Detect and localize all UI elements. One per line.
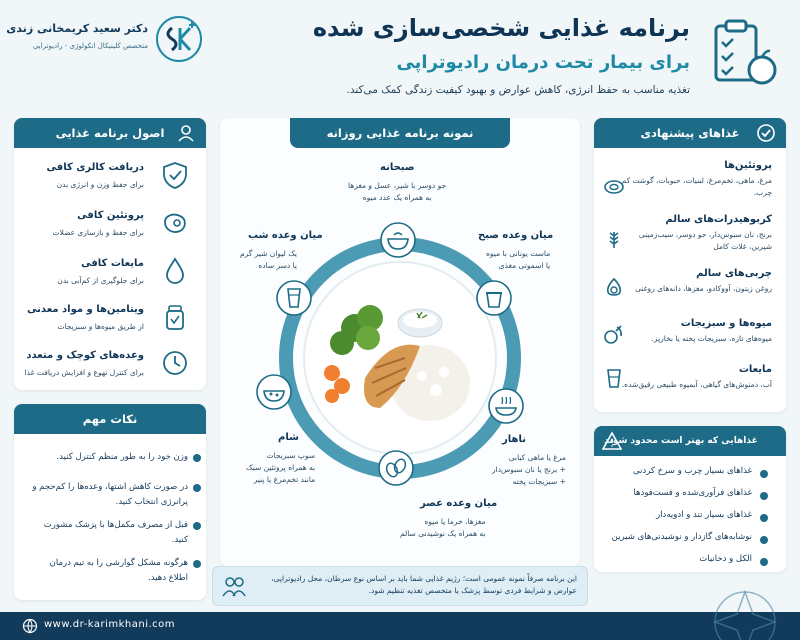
bullet-icon (760, 492, 768, 500)
limited-foods-panel (594, 426, 786, 572)
protein-icon (602, 174, 626, 198)
website-link[interactable]: www.dr-karimkhani.com (44, 619, 176, 630)
clock-cycle-icon (160, 348, 190, 378)
meal-title: شام (278, 432, 299, 443)
soup-bowl-icon (256, 374, 292, 410)
logo-name: دکتر سعید کریمخانی زندی (6, 22, 148, 35)
important-tips-title: نکات مهم (82, 412, 138, 426)
clipboard-apple-icon (710, 18, 780, 88)
important-tips-panel (14, 404, 206, 600)
warning-icon (602, 431, 622, 451)
tip-text: وزن خود را به طور منظم کنترل کنید. (56, 452, 188, 462)
logo-subtitle: متخصص کلینیکال انکولوژی - رادیوتراپی (32, 42, 148, 50)
glass-icon (602, 366, 626, 390)
meal-desc-line: به همراه یک نوشیدنی سالم (400, 529, 486, 538)
fruit-veg-icon (602, 322, 626, 346)
milk-glass-icon (276, 280, 312, 316)
logo (6, 14, 208, 64)
tip-text: در صورت کاهش اشتها، وعده‌ها را کم‌حجم و پرانرژی انتخاب کنید. (32, 482, 188, 508)
recommended-item-title: مایعات (738, 364, 772, 375)
recommended-item (614, 268, 772, 295)
meal-desc-line: سوپ سبزیجات (266, 451, 316, 460)
recommended-item (614, 364, 772, 391)
meal-desc-line: جو دوسر با شیر، عسل و مغزها (348, 181, 447, 190)
recommended-item-title: کربوهیدرات‌های سالم (665, 214, 772, 225)
tip-text: هرگونه مشکل گوارشی را به تیم درمان اطلاع دهید. (49, 558, 188, 584)
recommended-foods-header (594, 118, 786, 148)
meal-desc-line: یا دسر ساده (258, 261, 298, 270)
meal-desc-line: به همراه پروتئین سبک (246, 463, 316, 472)
healthy-plate-icon (310, 268, 490, 448)
bullet-icon (760, 470, 768, 478)
principle-title: پروتئین کافی (77, 210, 144, 221)
principle-desc: برای جلوگیری از کم‌آبی بدن (57, 276, 144, 285)
page-title: برنامه غذایی شخصی‌سازی شده (312, 14, 690, 42)
doctor-icon (221, 574, 247, 600)
limited-foods-title: غذاهایی که بهتر است محدود شوند (604, 436, 758, 446)
globe-icon (22, 618, 38, 634)
tip-text: قبل از مصرف مکمل‌ها با پزشک مشورت کنید. (43, 520, 188, 546)
lunch-plate-icon (488, 388, 524, 424)
daily-sample-title: نمونه برنامه غذایی روزانه (326, 126, 474, 140)
yogurt-jar-icon (476, 280, 512, 316)
bullet-icon (193, 560, 201, 568)
bullet-icon (193, 522, 201, 530)
limited-food-item: نوشابه‌های گازدار و نوشیدنی‌های شیرین (611, 532, 752, 542)
bullet-icon (760, 514, 768, 522)
recommended-item-desc: برنج، نان سبوس‌دار، جو دوسر، سیب‌زمینی شیرین، غلات کامل (638, 230, 772, 251)
shield-check-icon (160, 160, 190, 190)
recommended-item-desc: آب، دمنوش‌های گیاهی، آبمیوه طبیعی رقیق‌شده. (621, 380, 772, 389)
recommended-item (614, 318, 772, 345)
nuts-icon (378, 450, 414, 486)
tip-item (28, 556, 188, 587)
limited-food-item: غذاهای بسیار چرب و سرخ کردنی (632, 466, 752, 476)
diet-principles-panel (14, 118, 206, 390)
principle-title: مایعات کافی (81, 258, 144, 269)
recommended-item (614, 160, 772, 198)
meal-desc-line: + برنج یا نان سبوس‌دار (492, 465, 566, 474)
daily-sample-header (290, 118, 510, 148)
limited-food-item: غذاهای بسیار تند و ادویه‌دار (656, 510, 752, 520)
oatmeal-bowl-icon (380, 222, 416, 258)
limited-food-item: الکل و دخانیات (699, 554, 752, 564)
meal-title: میان وعده عصر (420, 498, 498, 509)
water-drop-icon (160, 256, 190, 286)
meal-desc-line: یک لیوان شیر گرم (240, 249, 298, 258)
recommended-item-title: چربی‌های سالم (696, 268, 772, 279)
page-subtitle: برای بیمار تحت درمان رادیوتراپی (396, 52, 690, 73)
diet-principles-title: اصول برنامه غذایی (55, 126, 165, 140)
meal-desc (400, 516, 486, 540)
tip-item (28, 480, 188, 511)
meal-title: صبحانه (380, 162, 415, 173)
diet-principles-header (14, 118, 206, 148)
disclaimer-box (212, 566, 588, 606)
disclaimer-text: این برنامه صرفاً نمونه عمومی است؛ رژیم غذایی شما باید بر اساس نوع سرطان، محل رادیوتراپی، عوارض و شرایط فردی توسط پزشک یا متخصص تغذیه تنظیم شود. (271, 574, 577, 596)
meal-desc (240, 248, 297, 272)
tip-item (28, 518, 188, 549)
meal-desc-line: یا اسموتی مغذی (498, 261, 551, 270)
meal-desc (348, 180, 446, 204)
bullet-icon (193, 454, 201, 462)
daily-sample-panel (220, 118, 580, 566)
recommended-item-title: پروتئین‌ها (724, 160, 772, 171)
bullet-icon (760, 536, 768, 544)
principle-desc: برای کنترل تهوع و افزایش دریافت غذا (24, 368, 144, 377)
recommended-item-desc: میوه‌های تازه، سبزیجات پخته یا بخارپز. (651, 334, 772, 343)
meal-title: میان وعده صبح (478, 230, 554, 241)
recommended-item (614, 214, 772, 252)
meal-desc-line: مغزها، خرما یا میوه (424, 517, 486, 526)
recommended-foods-title: غذاهای پیشنهادی (640, 126, 740, 140)
recommended-item-desc: مرغ، ماهی، تخم‌مرغ، لبنیات، حبوبات، گوشت کم چرب. (621, 176, 772, 197)
principle-title: ویتامین‌ها و مواد معدنی (27, 304, 144, 315)
bullet-icon (760, 558, 768, 566)
meal-title: ناهار (502, 434, 526, 445)
avocado-icon (602, 276, 626, 300)
limited-food-item: غذاهای فرآوری‌شده و فست‌فودها (633, 488, 752, 498)
principle-desc: از طریق میوه‌ها و سبزیجات (57, 322, 144, 331)
check-circle-icon (756, 123, 776, 143)
important-tips-header (14, 404, 206, 434)
vitamin-jar-icon (160, 302, 190, 332)
recommended-item-desc: روغن زیتون، آووکادو، مغزها، دانه‌های روغنی (635, 284, 772, 293)
user-icon (176, 123, 196, 143)
logo-mark-icon (154, 14, 204, 64)
principle-desc: برای حفظ و بازسازی عضلات (52, 228, 144, 237)
meal-desc (486, 248, 550, 272)
meal-desc-line: به همراه یک عدد میوه (362, 193, 432, 202)
decorative-ornament-icon (700, 572, 790, 640)
principle-title: دریافت کالری کافی (46, 162, 144, 173)
bullet-icon (193, 484, 201, 492)
principle-desc: برای حفظ وزن و انرژی بدن (56, 180, 144, 189)
recommended-item-title: میوه‌ها و سبزیجات (680, 318, 772, 329)
meal-desc (492, 452, 566, 488)
meal-desc-line: مرغ یا ماهی کبابی (508, 453, 566, 462)
steak-icon (160, 208, 190, 238)
footer (0, 612, 800, 640)
recommended-foods-panel (594, 118, 786, 412)
meal-desc (246, 450, 315, 486)
tip-item (28, 450, 188, 465)
meal-desc-line: ماست یونانی با میوه (486, 249, 551, 258)
principle-title: وعده‌های کوچک و متعدد (26, 350, 144, 361)
meal-desc-line: + سبزیجات پخته (512, 477, 566, 486)
limited-foods-header (594, 426, 786, 456)
wheat-icon (602, 226, 626, 250)
page-tagline: تغذیه مناسب به حفظ انرژی، کاهش عوارض و بهبود کیفیت زندگی کمک می‌کند. (346, 84, 690, 96)
meal-desc-line: مانند تخم‌مرغ یا پنیر (253, 475, 316, 484)
meal-title: میان وعده شب (248, 230, 323, 241)
